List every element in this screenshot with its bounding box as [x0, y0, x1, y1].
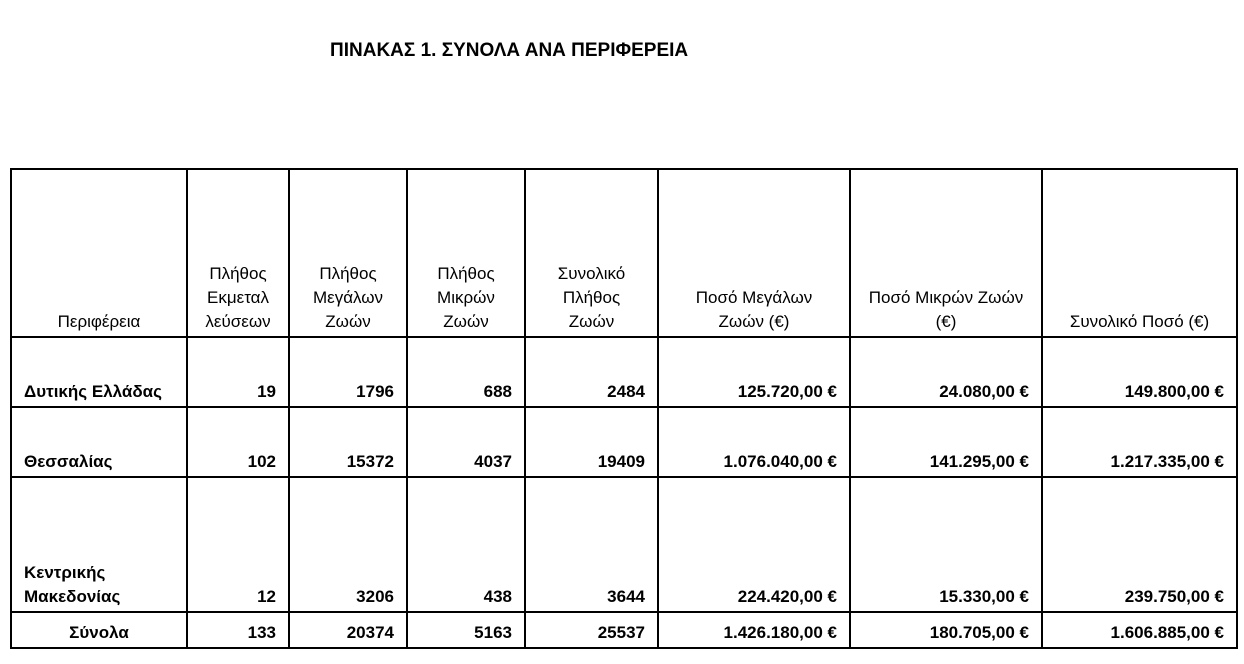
- header-small-animals-amount: Ποσό Μικρών Ζωών (€): [850, 169, 1042, 337]
- header-total-animals-count: Συνολικό Πλήθος Ζωών: [525, 169, 658, 337]
- page-title: ΠΙΝΑΚΑΣ 1. ΣΥΝΟΛΑ ΑΝΑ ΠΕΡΙΦΕΡΕΙΑ: [330, 40, 689, 61]
- table-row: [11, 407, 1237, 477]
- cell-holdings-count: 12: [187, 477, 289, 612]
- cell-region: Κεντρικής Μακεδονίας: [11, 477, 187, 612]
- total-animals-count: 25537: [525, 612, 658, 648]
- table-row: [11, 337, 1237, 407]
- cell-large-animals-amount: 1.076.040,00 €: [658, 407, 850, 477]
- cell-total-amount: 149.800,00 €: [1042, 337, 1237, 407]
- cell-large-animals-amount: 224.420,00 €: [658, 477, 850, 612]
- cell-holdings-count: 19: [187, 337, 289, 407]
- table-row: [11, 477, 1237, 612]
- regions-table: [10, 168, 1238, 649]
- cell-holdings-count: 102: [187, 407, 289, 477]
- cell-large-animals-amount: 125.720,00 €: [658, 337, 850, 407]
- cell-small-animals-amount: 141.295,00 €: [850, 407, 1042, 477]
- header-large-animals-count: Πλήθος Μεγάλων Ζωών: [289, 169, 407, 337]
- cell-large-animals-count: 1796: [289, 337, 407, 407]
- cell-small-animals-count: 438: [407, 477, 525, 612]
- cell-total-animals-count: 3644: [525, 477, 658, 612]
- cell-large-animals-count: 3206: [289, 477, 407, 612]
- totals-label: Σύνολα: [11, 612, 187, 648]
- totals-row: [11, 612, 1237, 648]
- cell-large-animals-count: 15372: [289, 407, 407, 477]
- total-large-animals-count: 20374: [289, 612, 407, 648]
- total-holdings-count: 133: [187, 612, 289, 648]
- total-large-animals-amount: 1.426.180,00 €: [658, 612, 850, 648]
- cell-small-animals-count: 4037: [407, 407, 525, 477]
- cell-small-animals-count: 688: [407, 337, 525, 407]
- cell-small-animals-amount: 24.080,00 €: [850, 337, 1042, 407]
- header-small-animals-count: Πλήθος Μικρών Ζωών: [407, 169, 525, 337]
- grand-total-amount: 1.606.885,00 €: [1042, 612, 1237, 648]
- header-total-amount: Συνολικό Ποσό (€): [1042, 169, 1237, 337]
- cell-total-amount: 239.750,00 €: [1042, 477, 1237, 612]
- header-region: Περιφέρεια: [11, 169, 187, 337]
- table-header-row: [11, 169, 1237, 337]
- header-holdings-count: Πλήθος Εκμεταλ λεύσεων: [187, 169, 289, 337]
- cell-region: Θεσσαλίας: [11, 407, 187, 477]
- cell-total-amount: 1.217.335,00 €: [1042, 407, 1237, 477]
- total-small-animals-count: 5163: [407, 612, 525, 648]
- cell-small-animals-amount: 15.330,00 €: [850, 477, 1042, 612]
- total-small-animals-amount: 180.705,00 €: [850, 612, 1042, 648]
- cell-total-animals-count: 19409: [525, 407, 658, 477]
- cell-total-animals-count: 2484: [525, 337, 658, 407]
- header-large-animals-amount: Ποσό Μεγάλων Ζωών (€): [658, 169, 850, 337]
- cell-region: Δυτικής Ελλάδας: [11, 337, 187, 407]
